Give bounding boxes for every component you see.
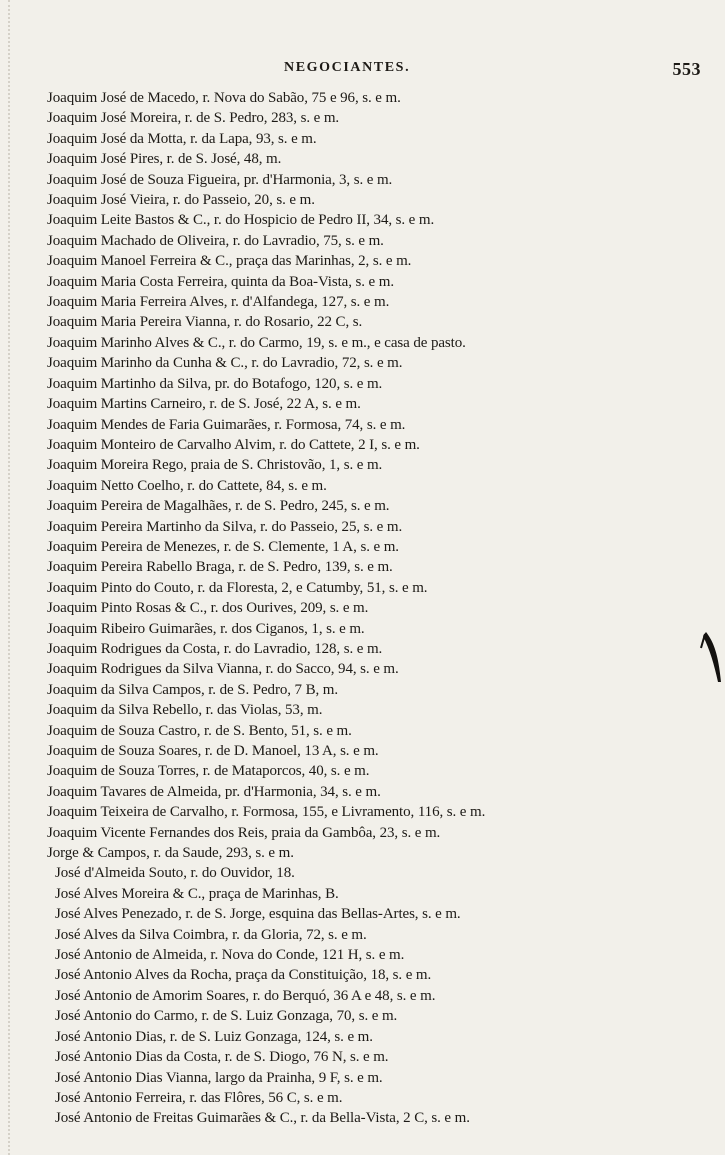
list-item: José d'Almeida Souto, r. do Ouvidor, 18. xyxy=(55,865,295,882)
list-item: Joaquim Moreira Rego, praia de S. Christovão, 1, s. e m. xyxy=(47,457,383,474)
binding-margin xyxy=(8,0,22,1155)
merchant-list xyxy=(47,88,717,1129)
list-item: Joaquim Rodrigues da Costa, r. do Lavradio, 128, s. e m. xyxy=(47,640,383,657)
list-item: Joaquim José Moreira, r. de S. Pedro, 283, s. e m. xyxy=(47,110,340,127)
list-item: José Antonio Dias da Costa, r. de S. Diogo, 76 N, s. e m. xyxy=(55,1049,389,1066)
list-item: Joaquim Leite Bastos & C., r. do Hospicio de Pedro II, 34, s. e m. xyxy=(47,212,435,229)
list-item: Joaquim Martins Carneiro, r. de S. José, 22 A, s. e m. xyxy=(47,396,361,413)
list-item: Joaquim da Silva Campos, r. de S. Pedro, 7 B, m. xyxy=(47,681,339,698)
list-item: Joaquim de Souza Castro, r. de S. Bento, 51, s. e m. xyxy=(47,722,352,739)
list-item: Joaquim de Souza Torres, r. de Mataporcos, 40, s. e m. xyxy=(47,763,370,780)
page-title: NEGOCIANTES. xyxy=(284,60,411,75)
list-item: Jorge & Campos, r. da Saude, 293, s. e m. xyxy=(47,845,294,862)
list-item: José Antonio Ferreira, r. das Flôres, 56 C, s. e m. xyxy=(55,1089,343,1106)
list-item: Joaquim José de Macedo, r. Nova do Sabão, 75 e 96, s. e m. xyxy=(47,90,401,106)
list-item: Joaquim Netto Coelho, r. do Cattete, 84, s. e m. xyxy=(47,477,327,494)
list-item: Joaquim Ribeiro Guimarães, r. dos Ciganos, 1, s. e m. xyxy=(47,620,365,637)
list-item: Joaquim Maria Costa Ferreira, quinta da Boa-Vista, s. e m. xyxy=(47,273,394,290)
list-item: José Alves Moreira & C., praça de Marinhas, B. xyxy=(55,885,339,902)
list-item: José Antonio de Almeida, r. Nova do Conde, 121 H, s. e m. xyxy=(55,947,405,964)
list-item: Joaquim Pereira de Menezes, r. de S. Clemente, 1 A, s. e m. xyxy=(47,538,399,555)
list-item: Joaquim Teixeira de Carvalho, r. Formosa, 155, e Livramento, 116, s. e m. xyxy=(47,804,486,821)
list-item: Joaquim Manoel Ferreira & C., praça das Marinhas, 2, s. e m. xyxy=(47,253,412,270)
ink-mark-icon xyxy=(700,630,724,684)
list-item: Joaquim Pereira de Magalhães, r. de S. Pedro, 245, s. e m. xyxy=(47,498,390,515)
list-item: Joaquim Machado de Oliveira, r. do Lavradio, 75, s. e m. xyxy=(47,232,384,249)
list-item: Joaquim Maria Pereira Vianna, r. do Rosario, 22 C, s. xyxy=(47,314,363,331)
list-item: Joaquim José de Souza Figueira, pr. d'Harmonia, 3, s. e m. xyxy=(47,171,393,188)
list-item: Joaquim Vicente Fernandes dos Reis, praia da Gambôa, 23, s. e m. xyxy=(47,824,441,841)
list-item: Joaquim Pinto Rosas & C., r. dos Ourives, 209, s. e m. xyxy=(47,600,369,617)
list-item: José Alves Penezado, r. de S. Jorge, esquina das Bellas-Artes, s. e m. xyxy=(55,906,461,923)
list-item: Joaquim de Souza Soares, r. de D. Manoel, 13 A, s. e m. xyxy=(47,743,379,759)
list-item: Joaquim Marinho da Cunha & C., r. do Lavradio, 72, s. e m. xyxy=(47,355,403,372)
list-item: Joaquim Martinho da Silva, pr. do Botafogo, 120, s. e m. xyxy=(47,375,383,392)
list-item: Joaquim Mendes de Faria Guimarães, r. Formosa, 74, s. e m. xyxy=(47,416,406,433)
list-item: Joaquim Monteiro de Carvalho Alvim, r. do Cattete, 2 I, s. e m. xyxy=(47,436,420,453)
list-item: Joaquim da Silva Rebello, r. das Violas, 53, m. xyxy=(47,702,323,719)
list-item: Joaquim Maria Ferreira Alves, r. d'Alfandega, 127, s. e m. xyxy=(47,294,390,311)
list-item: José Antonio Dias Vianna, largo da Prainha, 9 F, s. e m. xyxy=(55,1069,383,1086)
list-item: Joaquim Pereira Martinho da Silva, r. do Passeio, 25, s. e m. xyxy=(47,518,403,535)
list-item: Joaquim Rodrigues da Silva Vianna, r. do Sacco, 94, s. e m. xyxy=(47,661,399,678)
list-item: José Antonio do Carmo, r. de S. Luiz Gonzaga, 70, s. e m. xyxy=(55,1008,398,1025)
page-number: 553 xyxy=(672,59,701,79)
list-item: Joaquim José da Motta, r. da Lapa, 93, s. e m. xyxy=(47,130,317,147)
list-item: Joaquim Pereira Rabello Braga, r. de S. Pedro, 139, s. e m. xyxy=(47,559,393,576)
list-item: José Antonio de Freitas Guimarães & C., r. da Bella-Vista, 2 C, s. e m. xyxy=(55,1110,470,1127)
list-item: Joaquim Pinto do Couto, r. da Floresta, 2, e Catumby, 51, s. e m. xyxy=(47,579,428,596)
list-item: Joaquim Tavares de Almeida, pr. d'Harmonia, 34, s. e m. xyxy=(47,783,381,800)
list-item: José Antonio Dias, r. de S. Luiz Gonzaga, 124, s. e m. xyxy=(55,1028,373,1045)
page-header xyxy=(0,60,725,84)
list-item: Joaquim José Pires, r. de S. José, 48, m. xyxy=(47,151,282,168)
list-item: José Alves da Silva Coimbra, r. da Gloria, 72, s. e m. xyxy=(55,926,367,943)
list-item: Joaquim José Vieira, r. do Passeio, 20, s. e m. xyxy=(47,192,315,209)
list-item: José Antonio Alves da Rocha, praça da Constituição, 18, s. e m. xyxy=(55,967,432,984)
list-item: José Antonio de Amorim Soares, r. do Berquó, 36 A e 48, s. e m. xyxy=(55,987,436,1004)
list-item: Joaquim Marinho Alves & C., r. do Carmo, 19, s. e m., e casa de pasto. xyxy=(47,334,466,351)
